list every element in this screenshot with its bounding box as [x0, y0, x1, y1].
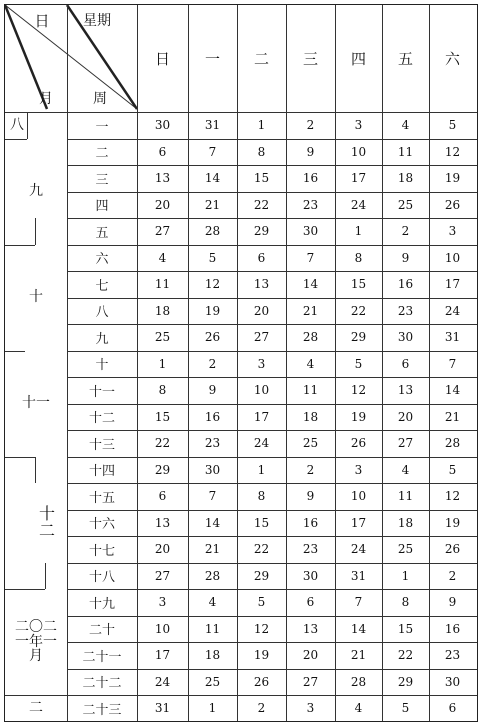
day-cell: 2 — [257, 701, 266, 716]
week-number-cell: 五 — [95, 225, 109, 241]
day-cell: 29 — [253, 224, 270, 239]
day-cell: 2 — [306, 462, 315, 477]
week-number-cell: 十三 — [88, 437, 115, 453]
day-cell: 4 — [401, 118, 410, 133]
week-number-cell: 二十二 — [82, 676, 122, 692]
day-cell: 16 — [444, 621, 461, 636]
day-cell: 22 — [253, 542, 270, 557]
day-cell: 6 — [158, 144, 167, 159]
day-cell: 19 — [253, 648, 270, 663]
day-cell: 3 — [257, 356, 266, 371]
grid-row-line — [5, 112, 477, 113]
day-cell: 2 — [401, 224, 410, 239]
day-cell: 17 — [154, 648, 171, 663]
day-cell: 30 — [444, 674, 461, 689]
day-cell: 9 — [306, 144, 315, 159]
day-cell: 7 — [354, 595, 363, 610]
day-cell: 25 — [204, 674, 221, 689]
week-number-cell: 六 — [95, 252, 109, 268]
grid-row-line — [67, 192, 477, 193]
grid-row-line — [67, 510, 477, 511]
grid-row-line — [67, 616, 477, 617]
day-cell: 12 — [253, 621, 270, 636]
day-cell: 29 — [350, 330, 367, 345]
day-cell: 1 — [257, 462, 266, 477]
weekday-header: 三 — [302, 50, 318, 68]
week-number-cell: 七 — [95, 278, 109, 294]
day-cell: 30 — [302, 568, 319, 583]
day-cell: 19 — [444, 515, 461, 530]
day-cell: 5 — [448, 118, 457, 133]
corner-label-week: 周 — [93, 91, 107, 107]
day-cell: 20 — [302, 648, 319, 663]
week-number-cell: 九 — [95, 331, 109, 347]
day-cell: 11 — [154, 277, 171, 292]
day-cell: 29 — [397, 674, 414, 689]
day-cell: 9 — [401, 250, 410, 265]
calendar-table — [4, 4, 478, 722]
day-cell: 3 — [448, 224, 457, 239]
day-cell: 19 — [204, 303, 221, 318]
day-cell: 11 — [397, 489, 414, 504]
day-cell: 3 — [306, 701, 315, 716]
day-cell: 15 — [397, 621, 414, 636]
day-cell: 26 — [204, 330, 221, 345]
day-cell: 5 — [257, 595, 266, 610]
grid-row-line — [67, 245, 477, 246]
month-label: 十 — [29, 289, 43, 306]
day-cell: 1 — [401, 568, 410, 583]
day-cell: 14 — [204, 515, 221, 530]
grid-row-line — [67, 404, 477, 405]
week-number-cell: 十四 — [88, 464, 115, 480]
day-cell: 20 — [253, 303, 270, 318]
day-cell: 3 — [158, 595, 167, 610]
day-cell: 22 — [350, 303, 367, 318]
week-number-cell: 二 — [95, 146, 109, 162]
month-label: 十一 — [22, 395, 50, 412]
day-cell: 30 — [302, 224, 319, 239]
day-cell: 18 — [204, 648, 221, 663]
week-number-cell: 一 — [95, 119, 109, 135]
day-cell: 20 — [154, 542, 171, 557]
day-cell: 28 — [444, 436, 461, 451]
day-cell: 21 — [350, 648, 367, 663]
day-cell: 7 — [208, 144, 217, 159]
week-number-cell: 四 — [95, 199, 109, 215]
day-cell: 27 — [154, 224, 171, 239]
day-cell: 13 — [154, 171, 171, 186]
day-cell: 1 — [158, 356, 167, 371]
grid-row-line — [67, 271, 477, 272]
day-cell: 31 — [444, 330, 461, 345]
day-cell: 4 — [401, 462, 410, 477]
day-cell: 21 — [204, 542, 221, 557]
day-cell: 8 — [257, 144, 266, 159]
day-cell: 13 — [302, 621, 319, 636]
day-cell: 23 — [204, 436, 221, 451]
day-cell: 26 — [444, 542, 461, 557]
day-cell: 12 — [444, 489, 461, 504]
day-cell: 24 — [350, 197, 367, 212]
grid-row-line — [67, 377, 477, 378]
day-cell: 31 — [204, 118, 221, 133]
day-cell: 11 — [302, 383, 319, 398]
day-cell: 19 — [350, 409, 367, 424]
day-cell: 28 — [350, 674, 367, 689]
day-cell: 12 — [444, 144, 461, 159]
day-cell: 30 — [397, 330, 414, 345]
weekday-header: 六 — [444, 50, 460, 68]
week-number-cell: 十九 — [88, 596, 115, 612]
weekday-header: 五 — [397, 50, 413, 68]
day-cell: 15 — [253, 515, 270, 530]
week-number-cell: 十一 — [88, 384, 115, 400]
day-cell: 14 — [204, 171, 221, 186]
day-cell: 31 — [350, 568, 367, 583]
day-cell: 18 — [302, 409, 319, 424]
day-cell: 23 — [444, 648, 461, 663]
month-divider-step — [35, 457, 36, 484]
grid-row-line — [67, 165, 477, 166]
month-label: 十二 — [39, 503, 56, 540]
day-cell: 9 — [208, 383, 217, 398]
corner-diagonal-lines — [5, 5, 137, 113]
grid-row-line — [67, 563, 477, 564]
month-label: 九 — [29, 183, 43, 200]
day-cell: 10 — [444, 250, 461, 265]
day-cell: 9 — [306, 489, 315, 504]
day-cell: 3 — [354, 462, 363, 477]
week-number-cell: 三 — [95, 172, 109, 188]
day-cell: 14 — [444, 383, 461, 398]
day-cell: 1 — [208, 701, 217, 716]
week-number-cell: 二十一 — [82, 649, 122, 665]
corner-label-month: 月 — [39, 91, 53, 107]
day-cell: 21 — [444, 409, 461, 424]
grid-row-line — [67, 457, 477, 458]
day-cell: 20 — [154, 197, 171, 212]
day-cell: 8 — [257, 489, 266, 504]
day-cell: 25 — [397, 197, 414, 212]
day-cell: 26 — [350, 436, 367, 451]
day-cell: 25 — [397, 542, 414, 557]
day-cell: 6 — [448, 701, 457, 716]
day-cell: 29 — [253, 568, 270, 583]
day-cell: 7 — [448, 356, 457, 371]
week-number-cell: 十八 — [88, 570, 115, 586]
day-cell: 5 — [401, 701, 410, 716]
day-cell: 18 — [397, 171, 414, 186]
day-cell: 25 — [302, 436, 319, 451]
day-cell: 23 — [397, 303, 414, 318]
week-number-cell: 二十三 — [82, 702, 122, 718]
day-cell: 2 — [448, 568, 457, 583]
day-cell: 6 — [257, 250, 266, 265]
day-cell: 11 — [204, 621, 221, 636]
day-cell: 22 — [154, 436, 171, 451]
day-cell: 8 — [158, 383, 167, 398]
day-cell: 7 — [306, 250, 315, 265]
day-cell: 10 — [154, 621, 171, 636]
day-cell: 23 — [302, 197, 319, 212]
day-cell: 27 — [302, 674, 319, 689]
day-cell: 27 — [397, 436, 414, 451]
week-number-cell: 八 — [95, 305, 109, 321]
day-cell: 8 — [354, 250, 363, 265]
day-cell: 26 — [253, 674, 270, 689]
grid-row-line — [67, 298, 477, 299]
grid-row-line — [67, 695, 477, 696]
day-cell: 4 — [208, 595, 217, 610]
month-label: 八 — [10, 116, 24, 133]
day-cell: 2 — [306, 118, 315, 133]
day-cell: 5 — [354, 356, 363, 371]
week-number-cell: 二十 — [88, 623, 115, 639]
day-cell: 14 — [350, 621, 367, 636]
day-cell: 27 — [253, 330, 270, 345]
day-cell: 7 — [208, 489, 217, 504]
month-divider-line — [5, 457, 35, 458]
day-cell: 3 — [354, 118, 363, 133]
day-cell: 17 — [253, 409, 270, 424]
weekday-header: 四 — [350, 50, 366, 68]
day-cell: 28 — [204, 568, 221, 583]
grid-row-line — [67, 218, 477, 219]
day-cell: 2 — [208, 356, 217, 371]
day-cell: 13 — [397, 383, 414, 398]
day-cell: 16 — [302, 171, 319, 186]
day-cell: 5 — [448, 462, 457, 477]
day-cell: 21 — [302, 303, 319, 318]
week-number-cell: 十二 — [88, 411, 115, 427]
day-cell: 6 — [158, 489, 167, 504]
grid-row-line — [67, 589, 477, 590]
day-cell: 30 — [204, 462, 221, 477]
day-cell: 28 — [302, 330, 319, 345]
day-cell: 20 — [397, 409, 414, 424]
day-cell: 4 — [354, 701, 363, 716]
day-cell: 24 — [253, 436, 270, 451]
day-cell: 21 — [204, 197, 221, 212]
grid-row-line — [67, 430, 477, 431]
weekday-header: 一 — [204, 50, 220, 68]
weekday-header: 二 — [253, 50, 269, 68]
grid-row-line — [67, 139, 477, 140]
day-cell: 15 — [350, 277, 367, 292]
week-number-cell: 十五 — [88, 490, 115, 506]
day-cell: 17 — [350, 171, 367, 186]
day-cell: 17 — [350, 515, 367, 530]
week-number-cell: 十七 — [88, 543, 115, 559]
month-divider-step — [27, 112, 28, 139]
grid-row-line — [67, 642, 477, 643]
day-cell: 10 — [253, 383, 270, 398]
weekday-header: 日 — [154, 50, 170, 68]
month-label: 二 — [29, 699, 43, 716]
day-cell: 23 — [302, 542, 319, 557]
day-cell: 18 — [397, 515, 414, 530]
corner-label-day: 日 — [34, 11, 50, 30]
day-cell: 12 — [350, 383, 367, 398]
day-cell: 10 — [350, 144, 367, 159]
day-cell: 11 — [397, 144, 414, 159]
day-cell: 17 — [444, 277, 461, 292]
day-cell: 16 — [397, 277, 414, 292]
day-cell: 15 — [154, 409, 171, 424]
day-cell: 27 — [154, 568, 171, 583]
day-cell: 24 — [154, 674, 171, 689]
day-cell: 4 — [306, 356, 315, 371]
day-cell: 16 — [204, 409, 221, 424]
day-cell: 16 — [302, 515, 319, 530]
day-cell: 30 — [154, 118, 171, 133]
day-cell: 22 — [397, 648, 414, 663]
day-cell: 14 — [302, 277, 319, 292]
day-cell: 6 — [306, 595, 315, 610]
day-cell: 22 — [253, 197, 270, 212]
day-cell: 18 — [154, 303, 171, 318]
grid-row-line — [67, 669, 477, 670]
day-cell: 10 — [350, 489, 367, 504]
day-cell: 24 — [444, 303, 461, 318]
corner-label-weekday: 星期 — [83, 13, 111, 29]
day-cell: 28 — [204, 224, 221, 239]
day-cell: 13 — [154, 515, 171, 530]
grid-row-line — [67, 351, 477, 352]
day-cell: 5 — [208, 250, 217, 265]
month-label: 二〇二一年一月 — [15, 618, 57, 665]
day-cell: 24 — [350, 542, 367, 557]
grid-row-line — [67, 536, 477, 537]
day-cell: 25 — [154, 330, 171, 345]
day-cell: 31 — [154, 701, 171, 716]
day-cell: 15 — [253, 171, 270, 186]
week-number-cell: 十六 — [88, 517, 115, 533]
day-cell: 6 — [401, 356, 410, 371]
day-cell: 9 — [448, 595, 457, 610]
day-cell: 26 — [444, 197, 461, 212]
day-cell: 19 — [444, 171, 461, 186]
grid-row-line — [67, 324, 477, 325]
day-cell: 8 — [401, 595, 410, 610]
day-cell: 13 — [253, 277, 270, 292]
day-cell: 1 — [257, 118, 266, 133]
day-cell: 1 — [354, 224, 363, 239]
grid-row-line — [67, 483, 477, 484]
week-number-cell: 十 — [95, 358, 109, 374]
day-cell: 29 — [154, 462, 171, 477]
day-cell: 4 — [158, 250, 167, 265]
day-cell: 12 — [204, 277, 221, 292]
